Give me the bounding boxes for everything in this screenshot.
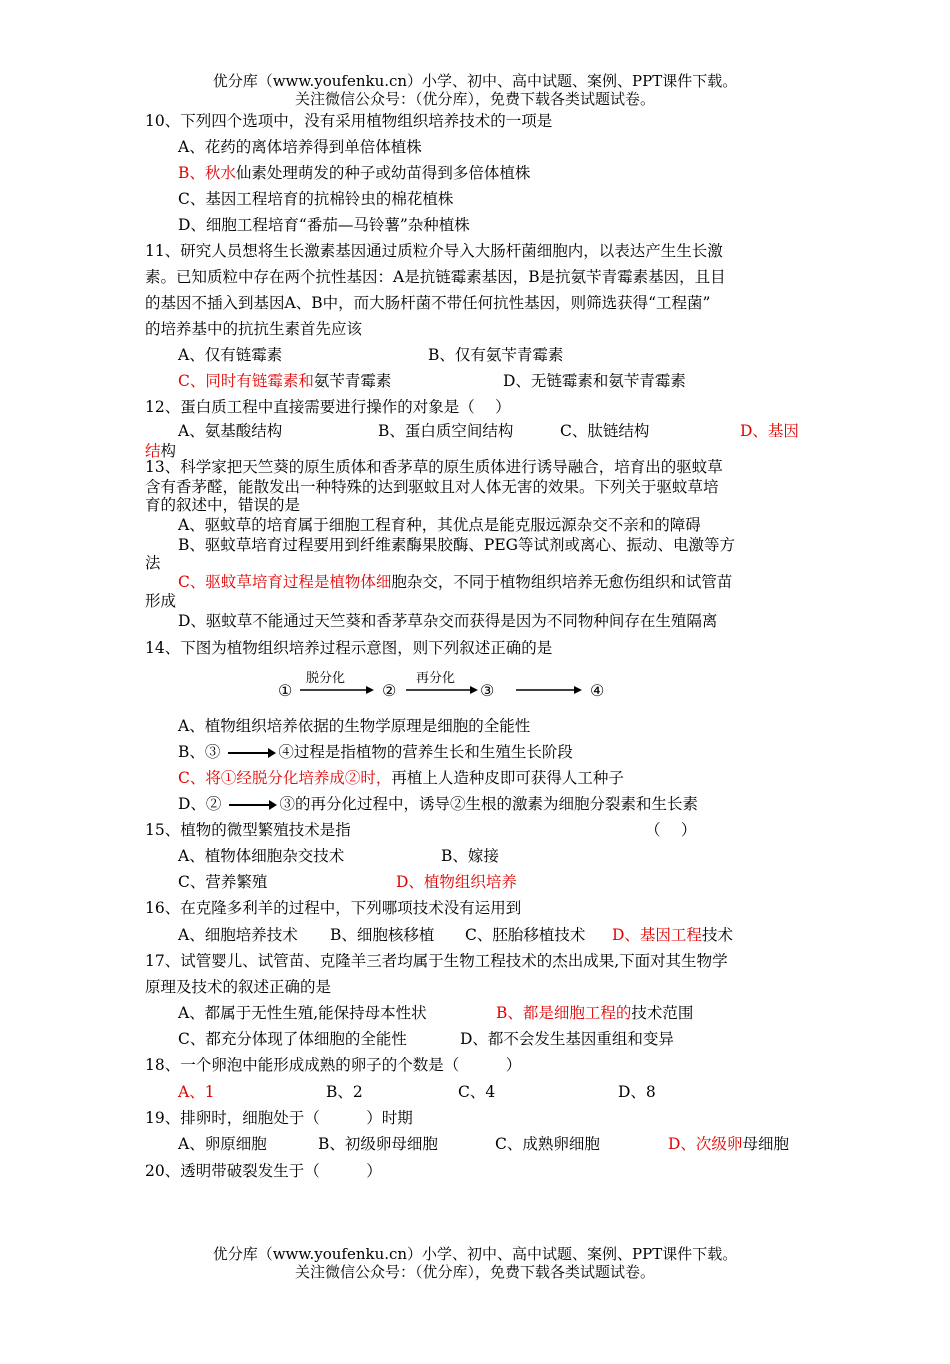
q18-stem: 18、一个卵泡中能形成成熟的卵子的个数是（ ） <box>145 1056 522 1074</box>
q20-stem: 20、透明带破裂发生于（ ） <box>145 1162 382 1180</box>
q14-option-a: A、植物组织培养依据的生物学原理是细胞的全能性 <box>178 717 531 735</box>
diagram-node-4: ④ <box>590 681 605 700</box>
header-line-1: 优分库（www.youfenku.cn）小学、初中、高中试题、案例、PPT课件下载。 <box>212 72 738 90</box>
q17-option-c: C、都充分体现了体细胞的全能性 <box>178 1030 407 1048</box>
q17-options-ab <box>178 1002 815 1024</box>
diagram-label-redifferentiation: 再分化 <box>416 671 456 686</box>
q17-option-a: A、都属于无性生殖,能保持母本性状 <box>178 1004 427 1022</box>
q11-line-3: 的基因不插入到基因A、B中，而大肠杆菌不带任何抗性基因，则筛选获得“工程菌” <box>145 294 711 312</box>
q18-option-c: C、4 <box>458 1083 496 1101</box>
q15-options-cd <box>178 871 815 893</box>
q17-line-1: 17、试管婴儿、试管苗、克隆羊三者均属于生物工程技术的杰出成果,下面对其生物学 <box>145 952 728 970</box>
q16-d-rest: 技术 <box>701 926 733 944</box>
q15-option-b: B、嫁接 <box>441 847 499 865</box>
q14-d-arrow <box>229 804 275 806</box>
q10-stem: 10、下列四个选项中，没有采用植物组织培养技术的一项是 <box>145 112 553 130</box>
q13-line-1: 13、科学家把天竺葵的原生质体和香茅草的原生质体进行诱导融合，培育出的驱蚊草 <box>145 458 723 476</box>
q13-option-d: D、驱蚊草不能通过天竺葵和香茅草杂交而获得是因为不同物种间存在生殖隔离 <box>178 612 718 630</box>
q15-option-d: D、植物组织培养 <box>396 873 517 891</box>
q14-d-post: ③的再分化过程中，诱导②生根的激素为细胞分裂素和生长素 <box>279 795 698 813</box>
q11-option-b: B、仅有氨苄青霉素 <box>428 346 564 364</box>
diagram-arrowhead-3 <box>574 686 582 694</box>
q10-option-a: A、花药的离体培养得到单倍体植株 <box>178 138 422 156</box>
q11-c-rest: 氨苄青霉素 <box>313 372 392 390</box>
q12-option-d: D、基因 <box>740 422 799 440</box>
q14-b-post: ④过程是指植物的营养生长和生殖生长阶段 <box>278 743 573 761</box>
q19-option-b: B、初级卵母细胞 <box>318 1135 438 1153</box>
q14-option-b <box>178 741 815 763</box>
q10-b-highlight: B、秋水 <box>178 164 236 182</box>
q12-wrap-rest: 构 <box>160 442 177 460</box>
diagram-arrowhead-2 <box>470 686 478 694</box>
q13-c-highlight: C、驱蚊草培育过程是植物体细 <box>178 573 392 591</box>
q13-line-2: 含有香茅醛，能散发出一种特殊的达到驱蚊且对人体无害的效果。下列关于驱蚊草培 <box>145 478 719 496</box>
q16-option-c: C、胚胎移植技术 <box>465 926 586 944</box>
diagram-node-1: ① <box>278 681 293 700</box>
q16-option-b: B、细胞核移植 <box>330 926 435 944</box>
q11-line-4: 的培养基中的抗抗生素首先应该 <box>145 320 363 338</box>
q12-options <box>178 420 815 442</box>
q11-options-ab <box>178 344 815 366</box>
q11-line-2: 素。已知质粒中存在两个抗性基因：A是抗链霉素基因，B是抗氨苄青霉素基因，且目 <box>145 268 726 286</box>
q14-c-rest: 再植上人造种皮即可获得人工种子 <box>391 769 624 787</box>
q14-option-d <box>178 793 815 815</box>
q17-b-rest: 技术范围 <box>631 1004 694 1022</box>
q11-line-1: 11、研究人员想将生长激素基因通过质粒介导入大肠杆菌细胞内，以表达产生生长激 <box>145 242 723 260</box>
q12-option-b: B、蛋白质空间结构 <box>378 422 514 440</box>
q16-stem: 16、在克隆多利羊的过程中，下列哪项技术没有运用到 <box>145 899 522 917</box>
diagram-node-3: ③ <box>480 681 495 700</box>
q13-option-b-line-1: B、驱蚊草培育过程要用到纤维素酶果胶酶、PEG等试剂或离心、振动、电激等方 <box>178 536 736 554</box>
q17-options-cd <box>178 1028 815 1050</box>
q19-options <box>178 1133 815 1155</box>
q12-stem: 12、蛋白质工程中直接需要进行操作的对象是（ ） <box>145 398 511 416</box>
q10-option-c: C、基因工程培育的抗棉铃虫的棉花植株 <box>178 190 454 208</box>
q12-option-c: C、肽链结构 <box>560 422 650 440</box>
q18-options <box>178 1081 815 1103</box>
q19-d-rest: 母细胞 <box>742 1135 789 1153</box>
q11-c-highlight: C、同时有链霉素和 <box>178 372 314 390</box>
q19-d-highlight: D、次级卵 <box>668 1135 743 1153</box>
q14-b-pre: B、③ <box>178 743 221 761</box>
header-line-2: 关注微信公众号：（优分库），免费下载各类试题试卷。 <box>294 90 655 108</box>
q13-option-b-line-2: 法 <box>145 554 161 572</box>
q14-b-arrow <box>228 752 274 754</box>
q17-b-highlight: B、都是细胞工程的 <box>496 1004 632 1022</box>
q18-option-a: A、1 <box>178 1083 215 1101</box>
q10-b-rest: 仙素处理萌发的种子或幼苗得到多倍体植株 <box>235 164 531 182</box>
q10-option-d: D、细胞工程培育“番茄—马铃薯”杂种植株 <box>178 216 470 234</box>
q17-option-d: D、都不会发生基因重组和变异 <box>460 1030 674 1048</box>
q18-option-b: B、2 <box>326 1083 363 1101</box>
q15-stem: 15、植物的微型繁殖技术是指 <box>145 821 351 839</box>
q11-option-a: A、仅有链霉素 <box>178 346 283 364</box>
q12-wrap-highlight: 结 <box>145 442 161 460</box>
q15-paren: （ ） <box>645 821 697 839</box>
q12-option-a: A、氨基酸结构 <box>178 422 283 440</box>
diagram-arrowhead-1 <box>366 686 374 694</box>
q19-option-a: A、卵原细胞 <box>178 1135 267 1153</box>
q14-c-highlight: C、将①经脱分化培养成②时， <box>178 769 392 787</box>
q16-d-highlight: D、基因工程 <box>612 926 702 944</box>
q15-options-ab <box>178 845 815 867</box>
footer-line-2: 关注微信公众号：（优分库），免费下载各类试题试卷。 <box>294 1263 655 1281</box>
q15-option-a: A、植物体细胞杂交技术 <box>178 847 345 865</box>
q13-line-3: 育的叙述中，错误的是 <box>145 496 301 514</box>
q13-c-rest: 胞杂交，不同于植物组织培养无愈伤组织和试管苗 <box>391 573 733 591</box>
diagram-node-2: ② <box>382 681 397 700</box>
q15-stem-line <box>145 819 815 841</box>
q14-stem: 14、下图为植物组织培养过程示意图，则下列叙述正确的是 <box>145 639 553 657</box>
q19-stem: 19、排卵时，细胞处于（ ）时期 <box>145 1109 413 1127</box>
q13-option-a: A、驱蚊草的培育属于细胞工程育种，其优点是能克服远源杂交不亲和的障碍 <box>178 516 701 534</box>
footer-line-1: 优分库（www.youfenku.cn）小学、初中、高中试题、案例、PPT课件下载。 <box>212 1245 738 1263</box>
q15-option-c: C、营养繁殖 <box>178 873 268 891</box>
q14-d-pre: D、② <box>178 795 222 813</box>
culture-process-diagram <box>270 668 630 708</box>
q16-option-a: A、细胞培养技术 <box>178 926 298 944</box>
q10-option-b <box>178 162 815 184</box>
q13-option-c-line-2: 形成 <box>145 592 177 610</box>
q19-option-c: C、成熟卵细胞 <box>495 1135 600 1153</box>
q17-line-2: 原理及技术的叙述正确的是 <box>145 978 332 996</box>
q14-option-c <box>178 767 815 789</box>
q16-options <box>178 924 815 946</box>
q11-options-cd <box>178 370 815 392</box>
diagram-label-dedifferentiation: 脱分化 <box>306 671 346 686</box>
q18-option-d: D、8 <box>618 1083 656 1101</box>
q11-option-d: D、无链霉素和氨苄青霉素 <box>503 372 686 390</box>
